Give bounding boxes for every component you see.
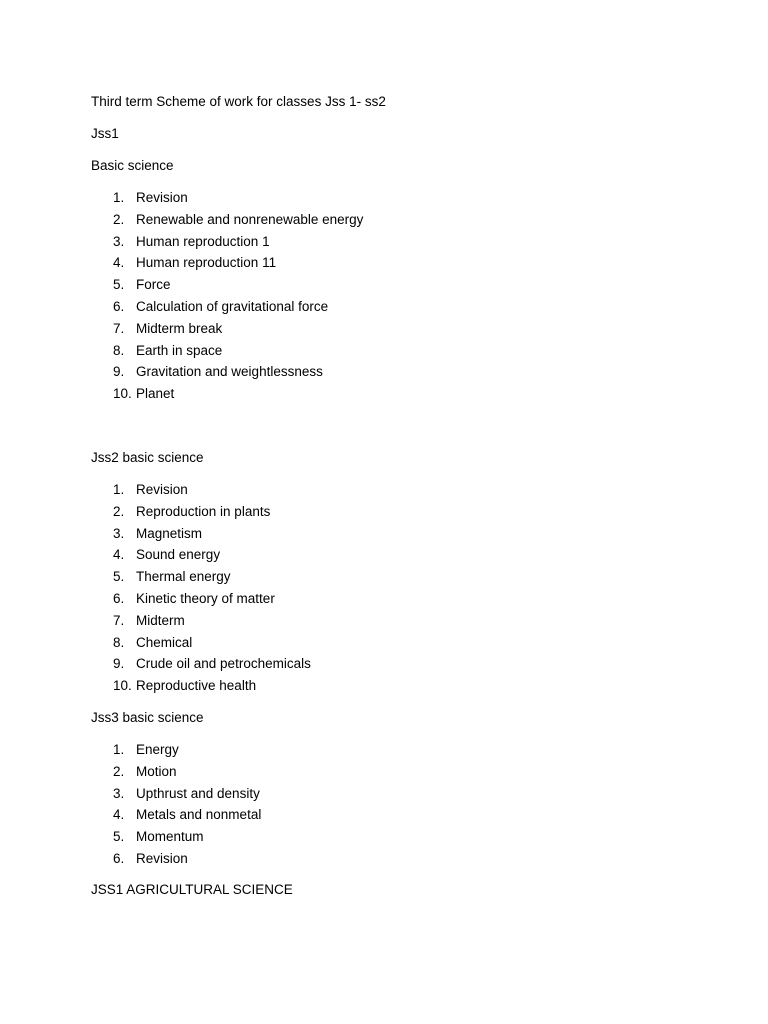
list-number: 2. <box>113 503 125 519</box>
list-number: 7. <box>113 612 125 628</box>
section-heading-jss2: Jss2 basic science <box>91 450 204 465</box>
list-number: 1. <box>113 742 125 757</box>
section-heading-jss3: Jss3 basic science <box>91 710 204 725</box>
list-number: 5. <box>113 569 125 585</box>
list-number: 10. <box>113 678 132 694</box>
list-item-text: Human reproduction 11 <box>136 255 277 271</box>
list-item-text: Chemical <box>136 634 193 650</box>
list-number: 1. <box>113 482 125 497</box>
list-number: 4. <box>113 547 125 563</box>
list-item-text: Midterm break <box>136 320 223 336</box>
list-number: 5. <box>113 829 125 845</box>
list-item-text: Gravitation and weightlessness <box>136 364 323 380</box>
list-item-text: Earth in space <box>136 342 223 358</box>
list-number: 8. <box>113 342 125 358</box>
list-number: 6. <box>113 590 125 606</box>
list-number: 9. <box>113 364 125 380</box>
list-item-text: Revision <box>136 482 188 497</box>
document-title: Third term Scheme of work for classes Jss 1- ss2 <box>91 94 386 109</box>
list-item-text: Thermal energy <box>136 569 231 585</box>
list-item-text: Upthrust and density <box>136 785 260 801</box>
list-number: 8. <box>113 634 125 650</box>
list-item-text: Motion <box>136 763 177 779</box>
list-item-text: Reproductive health <box>136 678 257 694</box>
list-item-text: Magnetism <box>136 525 203 541</box>
section-heading-jss1: Jss1 <box>91 126 119 141</box>
list-number: 3. <box>113 525 125 541</box>
list-item-text: Planet <box>136 386 175 402</box>
list-item-text: Revision <box>136 850 188 866</box>
list-item-text: Sound energy <box>136 547 221 563</box>
list-number: 3. <box>113 233 125 249</box>
list-item-text: Midterm <box>136 612 185 628</box>
list-item-text: Momentum <box>136 829 204 845</box>
list-number: 4. <box>113 807 125 823</box>
list-number: 1. <box>113 190 125 205</box>
list-item-text: Force <box>136 277 171 293</box>
list-number: 10. <box>113 386 132 402</box>
list-item-text: Calculation of gravitational force <box>136 298 329 314</box>
list-item-text: Revision <box>136 190 188 205</box>
section-heading-jss1-agricultural-science: JSS1 AGRICULTURAL SCIENCE <box>91 882 293 897</box>
list-item-text: Human reproduction 1 <box>136 233 270 249</box>
list-number: 3. <box>113 785 125 801</box>
list-number: 6. <box>113 850 125 866</box>
list-item-text: Kinetic theory of matter <box>136 590 275 606</box>
list-number: 2. <box>113 763 125 779</box>
list-number: 6. <box>113 298 125 314</box>
list-item-text: Crude oil and petrochemicals <box>136 656 311 672</box>
list-number: 5. <box>113 277 125 293</box>
list-number: 9. <box>113 656 125 672</box>
list-item-text: Reproduction in plants <box>136 503 271 519</box>
list-number: 4. <box>113 255 125 271</box>
section-subheading-basic-science: Basic science <box>91 158 174 173</box>
list-item-text: Metals and nonmetal <box>136 807 262 823</box>
list-number: 7. <box>113 320 125 336</box>
list-item-text: Renewable and nonrenewable energy <box>136 211 364 227</box>
list-item-text: Energy <box>136 742 179 757</box>
list-number: 2. <box>113 211 125 227</box>
